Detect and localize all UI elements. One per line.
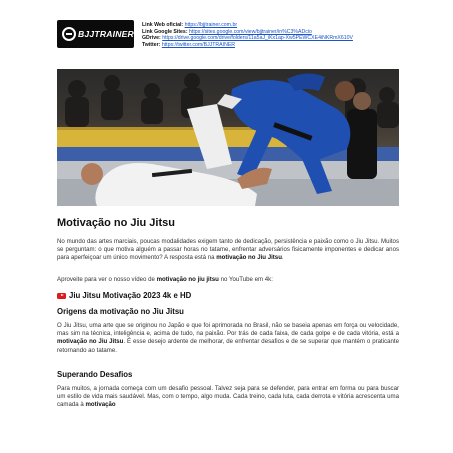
link-row-gdrive: [142, 35, 353, 42]
header-links: [142, 22, 353, 48]
link-url-twitter[interactable]: https://twitter.com/BJJTRAINER: [161, 41, 236, 48]
section-origins-paragraph: [57, 322, 399, 355]
link-label: GDrive:: [142, 35, 161, 42]
bjjtrainer-logo[interactable]: [57, 20, 134, 48]
intro-paragraph: [57, 238, 399, 263]
section-origins-text: O Jiu Jitsu, uma arte que se originou no Japão e que foi aprimorada no Brasil, não se baseia apenas em força ou velocidade, mas sim na técnica, inteligência e, acima de tudo, na paixão. Por trás de cada faixa, de cada golpe e de cada vitória, está a: [57, 322, 399, 338]
video-title-text: Jiu Jitsu Motivação 2023 4k e HD: [69, 291, 192, 300]
intro-bold: motivação no Jiu Jitsu: [216, 254, 282, 262]
section-origins-end: . É esse desejo ardente de melhorar, de enfrentar desafios e de se superar que mantém o praticante retornando ao tatame.: [57, 338, 399, 354]
video-link[interactable]: [57, 291, 191, 300]
link-row-sites: [142, 29, 353, 36]
link-label: Link Google Sites:: [142, 28, 188, 35]
section-challenges-bold: motivação: [85, 401, 116, 409]
link-url-web[interactable]: https://bjjtrainer.com.br: [184, 22, 238, 28]
link-label: Link Web oficial:: [142, 22, 184, 28]
hero-photo: [57, 69, 399, 206]
video-prompt-bold: motivação no jiu jitsu: [156, 276, 219, 283]
intro-end: .: [281, 254, 284, 262]
article-title: Motivação no Jiu Jitsu: [57, 217, 175, 229]
link-label: Twitter:: [142, 41, 161, 48]
youtube-icon: [57, 293, 66, 299]
section-challenges-paragraph: [57, 385, 399, 410]
link-row-web: [142, 22, 353, 29]
section-heading-origins: Origens da motivação no Jiu Jitsu: [57, 307, 184, 316]
link-url-sites[interactable]: https://sites.google.com/view/bjjtrainer/in%C3%ADcio: [189, 28, 312, 35]
logo-text: BJJTRAINER: [78, 29, 134, 39]
section-heading-challenges: Superando Desafios: [57, 370, 133, 379]
video-prompt-text: Aproveite para ver o nosso vídeo de: [57, 276, 157, 283]
video-prompt: [57, 276, 399, 284]
video-prompt-end: no YouTube em 4k:: [218, 276, 273, 283]
link-url-gdrive[interactable]: https://drive.google.com/drive/folders/11a5aJ_iKx1ap-Xw5PEWCXE4iNKRmX610V: [162, 35, 353, 42]
intro-text: No mundo das artes marciais, poucas modalidades exigem tanto de dedicação, persistência e paixão como o Jiu Jitsu. Muitos se perguntam: o que motiva alguém a passar horas no tatame, enfrentar adversários fisicamente imponentes e dedicar anos para aperfeiçoar um único movimento? A resposta está na: [57, 238, 399, 262]
section-origins-bold: motivação no Jiu Jitsu: [57, 338, 124, 346]
belt-logo-icon: [62, 27, 76, 41]
section-challenges-text: Para muitos, a jornada começa com um desafio pessoal. Talvez seja para se defender, para entrar em forma ou para buscar um estilo de vida mais saudável. Mas, com o tempo, algo muda. Cada treino, cada luta, cada derrota e vitória acrescenta uma camada à: [57, 385, 399, 409]
link-row-twitter: [142, 42, 353, 49]
